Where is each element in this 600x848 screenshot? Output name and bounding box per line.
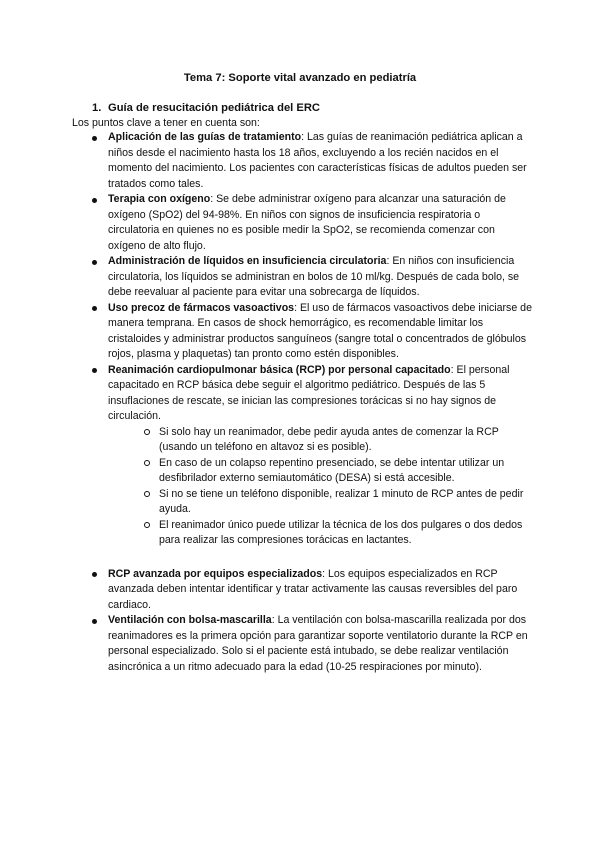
key-point-term: Administración de líquidos en insuficiencia circulatoria <box>108 255 387 267</box>
key-points-list <box>92 130 532 675</box>
key-point-text: : El personal capacitado en RCP básica debe seguir el algoritmo pediátrico. Después de las 5 insuflaciones de rescate, se inician las compresiones torácicas si no hay signos de circulación. <box>108 363 510 422</box>
key-point-term: Reanimación cardiopulmonar básica (RCP) por personal capacitado <box>108 363 451 376</box>
key-point <box>92 363 532 549</box>
sub-points-list <box>108 425 532 549</box>
section-number: 1. <box>92 102 102 114</box>
key-point-term: Uso precoz de fármacos vasoactivos <box>108 301 295 314</box>
key-point <box>92 567 532 614</box>
sub-point: El reanimador único puede utilizar la técnica de los dos pulgares o dos dedos para realizar las compresiones torácicas en lactantes. <box>144 518 532 549</box>
section-heading-text: Guía de resucitación pediátrica del ERC <box>108 102 321 114</box>
sub-point: Si no se tiene un teléfono disponible, realizar 1 minuto de RCP antes de pedir ayuda. <box>144 487 532 518</box>
key-point-term: Ventilación con bolsa-mascarilla <box>108 614 272 626</box>
key-point-term: Aplicación de las guías de tratamiento <box>108 131 302 143</box>
key-point-text: : Las guías de reanimación pediátrica aplican a niños desde el nacimiento hasta los 18 años, excluyendo a los recién nacidos en el momento del nacimiento. Los pacientes con características físicas de adultos pueden ser tratados como tales. <box>108 131 527 190</box>
key-point-text: : Los equipos especializados en RCP avanzada deben intentar identificar y tratar activamente las causas reversibles del paro cardiaco. <box>108 567 518 611</box>
key-point <box>92 613 532 675</box>
sub-point: En caso de un colapso repentino presenciado, se debe intentar utilizar un desfibrilador externo semiautomático (DESA) si está accesible. <box>144 456 532 487</box>
key-point <box>92 192 532 254</box>
key-point <box>92 301 532 363</box>
key-point-text: : La ventilación con bolsa-mascarilla realizada por dos reanimadores es la primera opción para garantizar soporte ventilatorio durante la RCP en personal especializado. Solo si el paciente está intubado, se debe realizar ventilación asincrónica a un ritmo adecuado para la edad (10-25 respiraciones por minuto). <box>108 614 528 673</box>
sub-point: Si solo hay un reanimador, debe pedir ayuda antes de comenzar la RCP (usando un teléfono en altavoz si es posible). <box>144 425 532 456</box>
key-point-text: : Se debe administrar oxígeno para alcanzar una saturación de oxígeno (SpO2) del 94-98%. En niños con signos de insuficiencia respiratoria o circulatoria en quienes no es posible medir la SpO2, se recomienda comenzar con oxígeno de alto flujo. <box>108 193 506 252</box>
key-point <box>92 130 532 192</box>
page-title: Tema 7: Soporte vital avanzado en pediatría <box>183 72 417 84</box>
key-point <box>92 254 532 301</box>
section-heading <box>92 100 320 116</box>
key-point-term: Terapia con oxígeno <box>108 193 211 205</box>
key-point-term: RCP avanzada por equipos especializados <box>108 567 323 580</box>
intro-text: Los puntos clave a tener en cuenta son: <box>72 117 260 129</box>
key-point-text: : El uso de fármacos vasoactivos debe iniciarse de manera temprana. En casos de shock hemorrágico, es recomendable limitar los cristaloides y administrar productos sanguíneos (sangre total o concentrados de glóbulos rojos, plasma y plaquetas) tan pronto como estén disponibles. <box>108 301 532 360</box>
key-point-text: : En niños con insuficiencia circulatoria, los líquidos se administran en bolos de 10 ml/kg. Después de cada bolo, se debe reevaluar al paciente para evitar una sobrecarga de líquidos. <box>108 255 520 298</box>
